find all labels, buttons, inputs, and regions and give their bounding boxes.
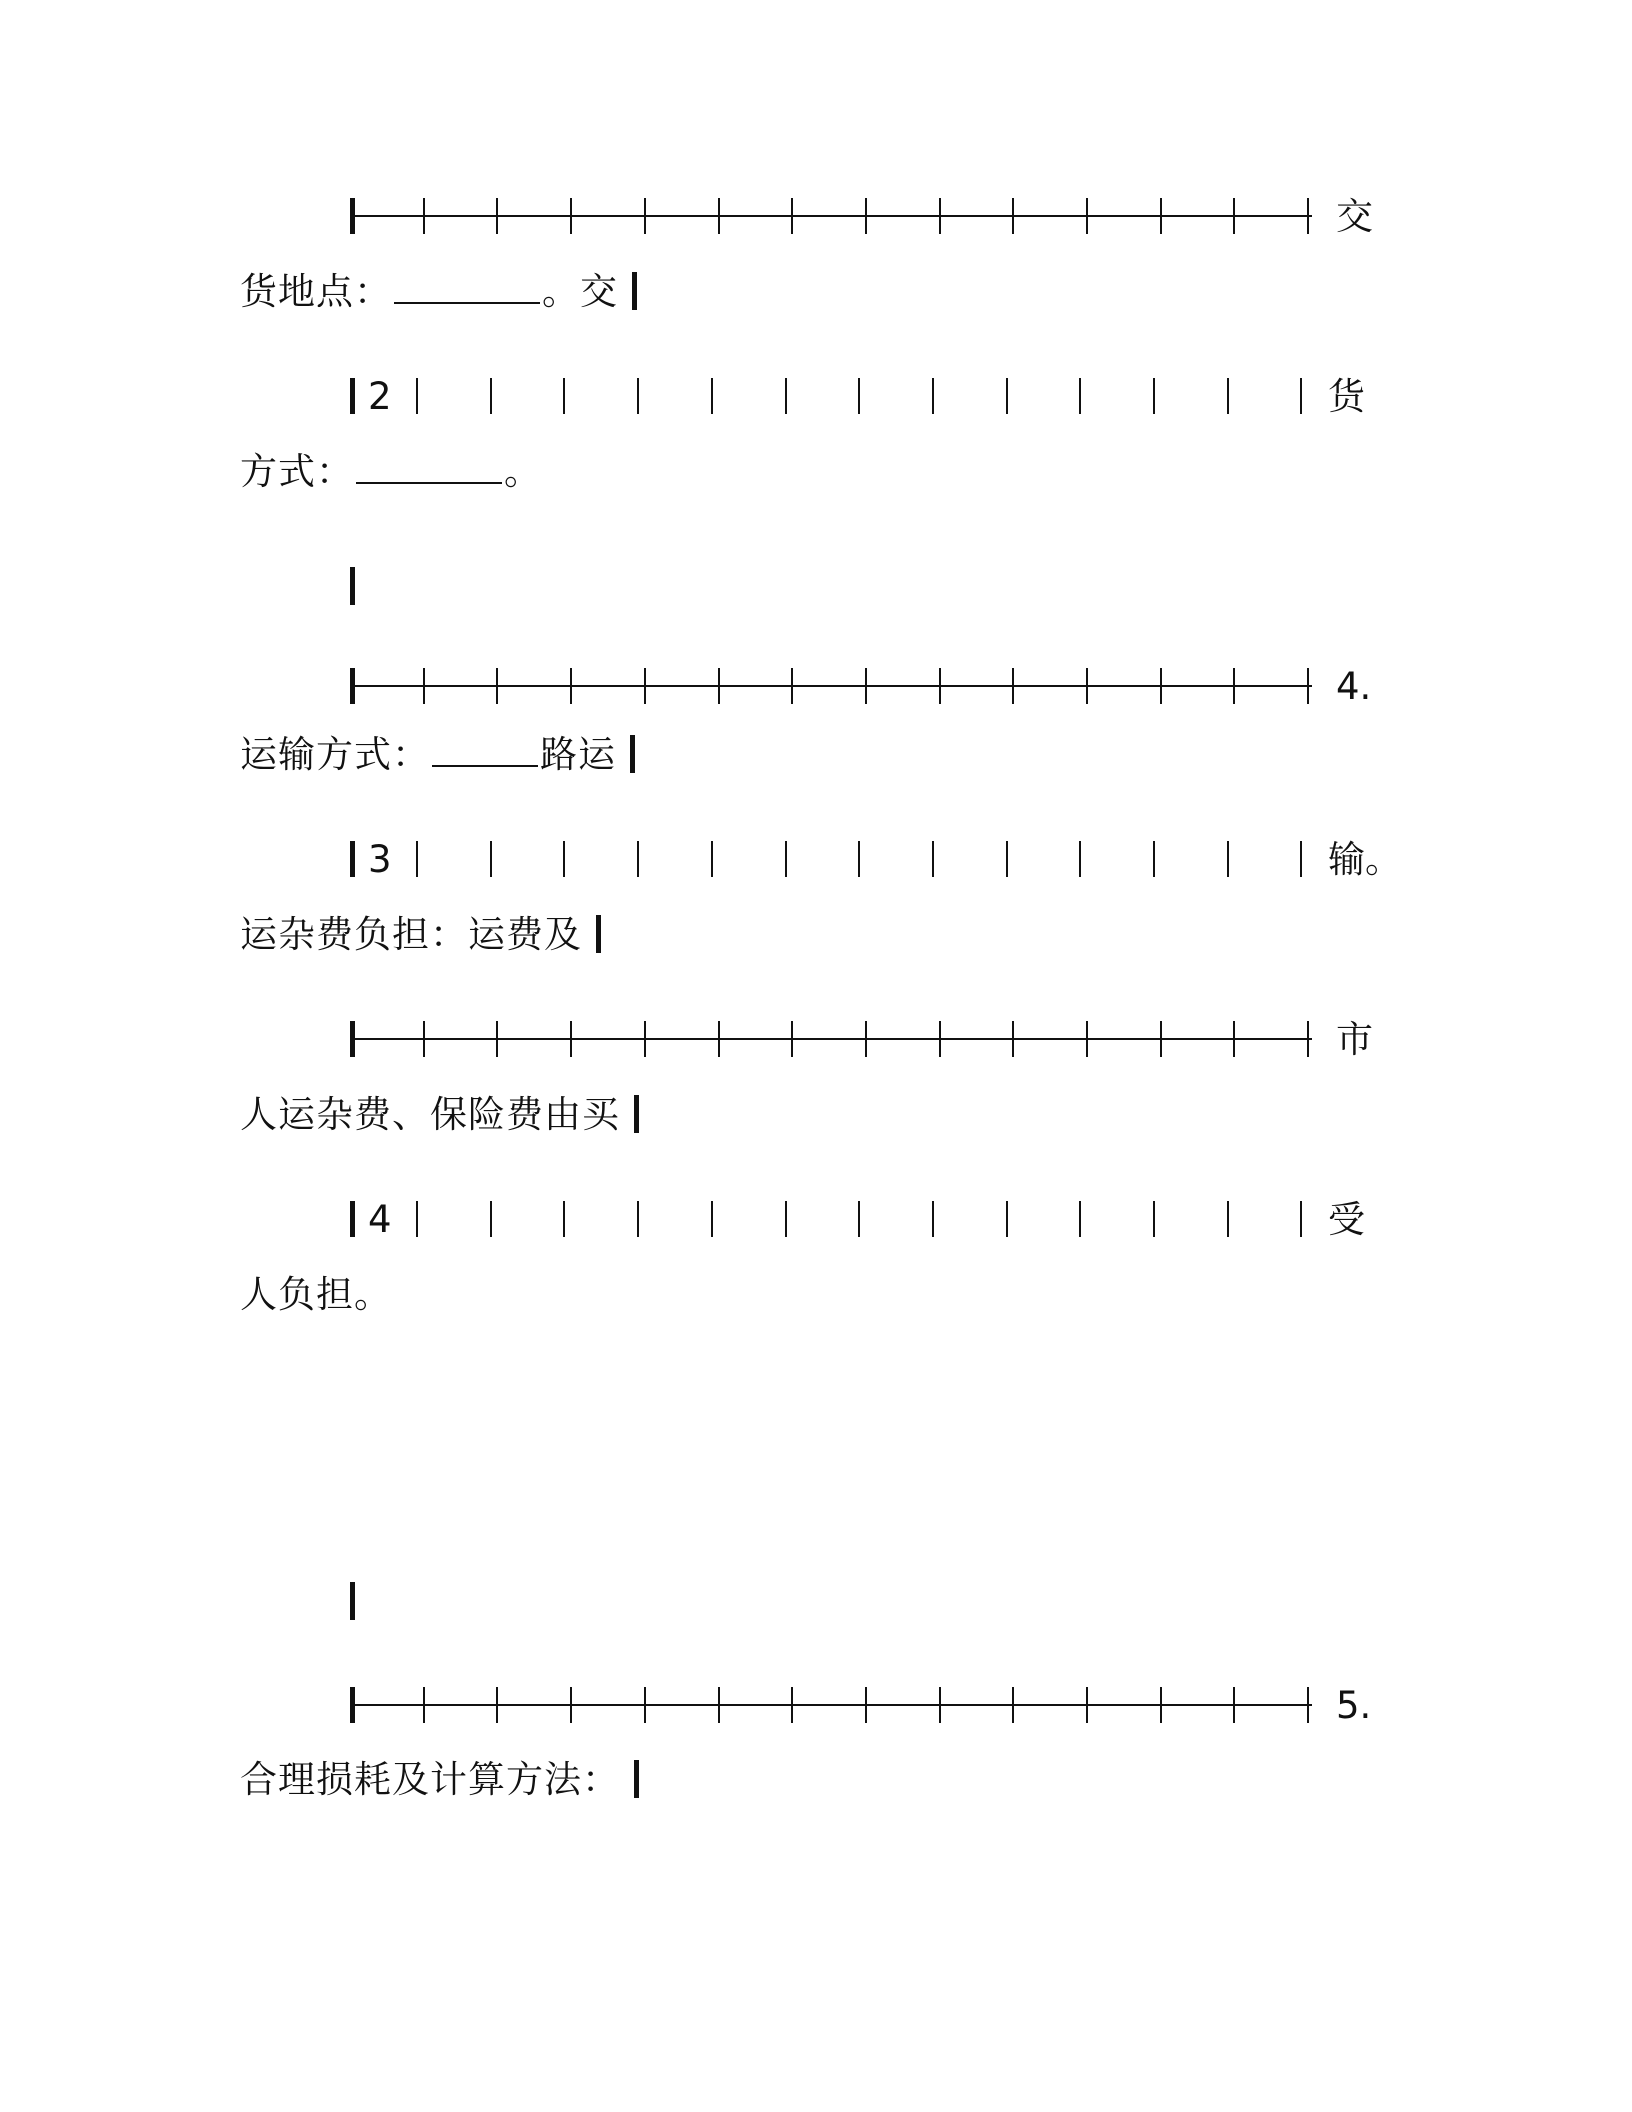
- label-delivery-method: 方式：: [240, 450, 354, 493]
- ruler-start-bar: [350, 841, 355, 877]
- bar-marker: [630, 735, 635, 773]
- ruler-start-bar: [350, 668, 355, 704]
- label-delivery-place: 货地点：: [240, 270, 392, 313]
- blank-transport-method: [432, 735, 538, 767]
- text-freight-insurance: 人运杂费、保险费由买: [240, 1093, 620, 1136]
- ruler-line-6: [350, 1684, 1372, 1728]
- label-reasonable-loss: 合理损耗及计算方法：: [240, 1758, 620, 1801]
- bar-marker: [350, 567, 355, 605]
- blank-delivery-place: [394, 272, 540, 304]
- ruler-end-text: 交: [1336, 195, 1373, 238]
- ruler-number: 3: [368, 838, 392, 881]
- ruler-end-text: 市: [1336, 1018, 1373, 1061]
- paragraph-reasonable-loss: [240, 1758, 639, 1802]
- text-delivery-cont: 。交: [542, 270, 618, 313]
- ruler-ticks-3: [350, 838, 1402, 882]
- ruler-start-bar: [350, 1021, 355, 1057]
- ruler-end-text: 受: [1328, 1198, 1365, 1241]
- ruler-number: 2: [368, 375, 392, 418]
- text-period: 。: [504, 450, 542, 493]
- bar-marker: [350, 1582, 355, 1620]
- paragraph-delivery-method: [240, 450, 542, 494]
- ruler-end-text: 输。: [1328, 838, 1402, 881]
- blank-delivery-method: [356, 452, 502, 484]
- label-freight-burden: 运杂费负担：运费及: [240, 913, 582, 956]
- ruler-start-bar: [350, 198, 355, 234]
- text-buyer-burden: 人负担。: [240, 1273, 392, 1316]
- bar-marker: [596, 915, 601, 953]
- paragraph-delivery-place: [240, 270, 637, 314]
- ruler-end-text: 4.: [1336, 665, 1372, 708]
- ruler-number: 4: [368, 1198, 392, 1241]
- text-road: 路运: [540, 733, 616, 776]
- ruler-ticks-2: [350, 375, 1365, 419]
- ruler-start-bar: [350, 378, 355, 414]
- paragraph-freight-burden: [240, 913, 601, 957]
- ruler-end-text: 货: [1328, 375, 1365, 418]
- bar-marker: [634, 1095, 639, 1133]
- ruler-start-bar: [350, 1687, 355, 1723]
- ruler-end-text: 5.: [1336, 1684, 1372, 1727]
- ruler-ticks-4: [350, 1198, 1365, 1242]
- bar-marker: [632, 272, 637, 310]
- label-transport-method: 运输方式：: [240, 733, 430, 776]
- ruler-line-1: [350, 195, 1373, 239]
- ruler-line-5: [350, 1018, 1373, 1062]
- bar-marker: [634, 1760, 639, 1798]
- ruler-start-bar: [350, 1201, 355, 1237]
- ruler-line-4: [350, 665, 1372, 709]
- paragraph-freight-insurance: [240, 1093, 639, 1137]
- paragraph-transport-method: [240, 733, 635, 777]
- paragraph-buyer-burden: [240, 1273, 392, 1317]
